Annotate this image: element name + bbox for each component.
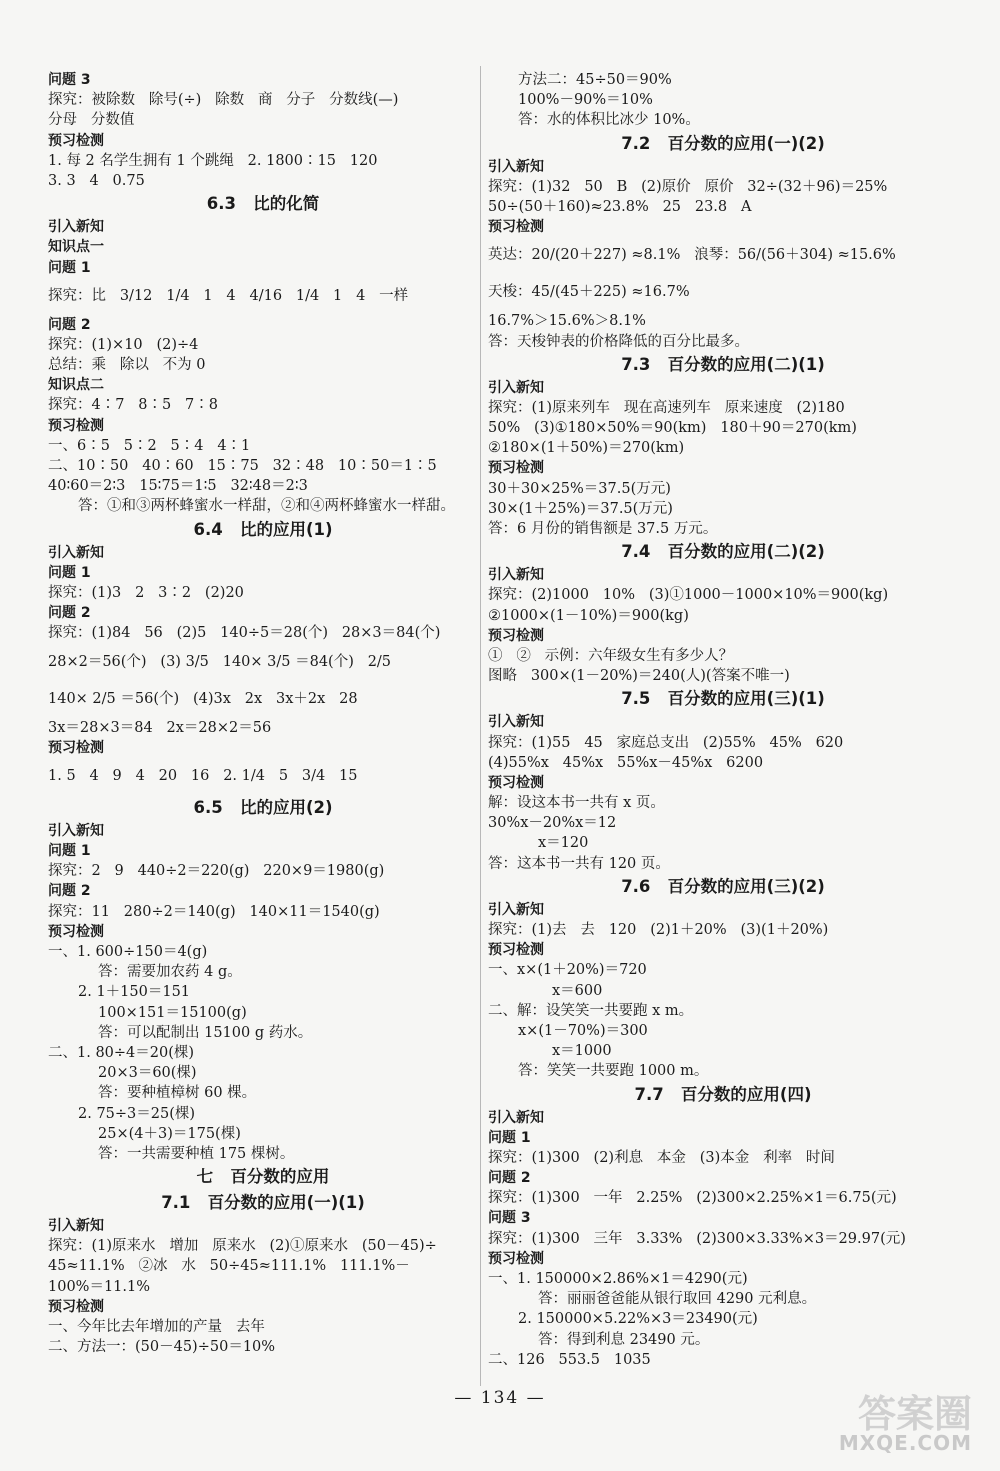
section-label: 问题 1 bbox=[48, 259, 91, 276]
answer-line: 解：设这本书一共有 x 页。 bbox=[488, 795, 665, 812]
section-label: 问题 1 bbox=[48, 564, 91, 581]
section-label: 预习检测 bbox=[488, 460, 544, 477]
answer-line: 探究：(1)55 45 家庭总支出 (2)55% 45% 620 bbox=[488, 734, 844, 751]
section-heading: 7.2 百分数的应用(一)(2) bbox=[621, 133, 825, 153]
answer-line: 1. 5 4 9 4 20 16 2. 1/4 5 3/4 15 bbox=[48, 767, 358, 784]
answer-line: 一、1. 600÷150＝4(g) bbox=[48, 944, 208, 960]
answer-line: 答：可以配制出 15100 g 药水。 bbox=[98, 1024, 313, 1041]
section-label: 问题 1 bbox=[488, 1129, 531, 1146]
page-number: — 134 — bbox=[454, 1388, 546, 1408]
answer-line: 答：①和③两杯蜂蜜水一样甜，②和④两杯蜂蜜水一样甜。 bbox=[78, 498, 455, 515]
answer-line: 二、1. 80÷4＝20(棵) bbox=[48, 1044, 195, 1061]
answer-line: 100×151＝15100(g) bbox=[98, 1004, 247, 1021]
section-label: 问题 2 bbox=[48, 605, 91, 622]
section-label: 预习检测 bbox=[48, 1298, 104, 1315]
answer-line: x＝1000 bbox=[552, 1043, 612, 1060]
section-label: 问题 1 bbox=[48, 843, 91, 860]
answer-line: 2. 150000×5.22%×3＝23490(元) bbox=[518, 1311, 758, 1328]
answer-line: ②1000×(1－10%)＝900(kg) bbox=[488, 607, 689, 624]
section-heading: 7.6 百分数的应用(三)(2) bbox=[621, 876, 825, 896]
answer-line: 一、6∶5 5∶2 5∶4 4∶1 bbox=[48, 437, 251, 454]
section-heading: 7.4 百分数的应用(二)(2) bbox=[621, 542, 825, 562]
answer-line: x＝120 bbox=[538, 835, 589, 852]
answer-line: 二、解：设笑笑一共要跑 x m。 bbox=[488, 1002, 694, 1019]
answer-line: 100%＝11.1% bbox=[48, 1278, 151, 1295]
section-label: 预习检测 bbox=[488, 219, 544, 236]
answer-line: 一、x×(1＋20%)＝720 bbox=[488, 962, 647, 979]
section-label: 知识点一 bbox=[48, 239, 104, 256]
answer-line: 30×(1＋25%)＝37.5(万元) bbox=[488, 500, 673, 517]
answer-line: 探究：(2)1000 10% (3)①1000－1000×10%＝900(kg) bbox=[488, 587, 889, 604]
section-heading: 7.3 百分数的应用(二)(1) bbox=[621, 354, 825, 374]
answer-line: 答：得到利息 23490 元。 bbox=[538, 1331, 710, 1348]
answer-line: 140× 2/5 ＝56(个) (4)3x 2x 3x＋2x 28 bbox=[48, 690, 358, 707]
section-heading: 七 百分数的应用 bbox=[196, 1167, 330, 1187]
section-label: 预习检测 bbox=[48, 132, 104, 149]
answer-line: 探究：(1)×10 (2)÷4 bbox=[48, 336, 199, 353]
answer-line: 答：水的体积比冰少 10%。 bbox=[518, 112, 700, 129]
section-label: 预习检测 bbox=[48, 923, 104, 940]
answer-line: 探究：比 3/12 1/4 1 4 4/16 1/4 1 4 一样 bbox=[48, 287, 409, 304]
watermark-site: MXQE.COM bbox=[838, 1431, 972, 1455]
section-heading: 7.7 百分数的应用(四) bbox=[634, 1084, 812, 1104]
answer-line: 30＋30×25%＝37.5(万元) bbox=[488, 480, 671, 497]
section-label: 预习检测 bbox=[488, 942, 544, 959]
section-label: 引入新知 bbox=[488, 901, 544, 918]
left-column bbox=[48, 70, 478, 1357]
section-label: 引入新知 bbox=[48, 544, 104, 561]
answer-line: (4)55%x 45%x 55%x－45%x 6200 bbox=[488, 754, 764, 771]
section-label: 知识点二 bbox=[48, 377, 104, 394]
answer-line: 探究：(1)300 (2)利息 本金 (3)本金 利率 时间 bbox=[488, 1149, 835, 1166]
section-label: 引入新知 bbox=[488, 567, 544, 584]
section-heading: 6.5 比的应用(2) bbox=[193, 797, 333, 817]
answer-line: 2. 1＋150＝151 bbox=[78, 984, 191, 1001]
answer-line: 二、10∶50 40∶60 15∶75 32∶48 10∶50＝1∶5 bbox=[48, 458, 437, 474]
answer-line: 探究：(1)84 56 (2)5 140÷5＝28(个) 28×3＝84(个) bbox=[48, 625, 441, 642]
answer-line: 答：这本书一共有 120 页。 bbox=[488, 855, 670, 872]
answer-line: 总结：乘 除以 不为 0 bbox=[48, 357, 206, 374]
answer-line: 方法二：45÷50＝90% bbox=[518, 72, 672, 88]
section-label: 预习检测 bbox=[48, 739, 104, 756]
answer-line: 答：6 月份的销售额是 37.5 万元。 bbox=[488, 521, 718, 537]
answer-line: 3x＝28×3＝84 2x＝28×2＝56 bbox=[48, 719, 272, 736]
answer-line: 答：需要加农药 4 g。 bbox=[98, 964, 242, 981]
section-label: 预习检测 bbox=[48, 417, 104, 434]
answer-line: 25×(4＋3)＝175(棵) bbox=[98, 1125, 241, 1142]
section-label: 引入新知 bbox=[488, 158, 544, 175]
answer-line: 1. 每 2 名学生拥有 1 个跳绳 2. 1800∶15 120 bbox=[48, 152, 378, 169]
section-heading: 7.5 百分数的应用(三)(1) bbox=[621, 689, 825, 709]
section-label: 预习检测 bbox=[488, 774, 544, 791]
right-column bbox=[488, 70, 958, 1370]
answer-line: 答：丽丽爸爸能从银行取回 4290 元利息。 bbox=[538, 1291, 817, 1308]
answer-line: 100%－90%＝10% bbox=[518, 92, 653, 109]
section-label: 引入新知 bbox=[48, 1218, 104, 1235]
section-label: 引入新知 bbox=[488, 714, 544, 731]
section-label: 引入新知 bbox=[488, 1109, 544, 1126]
answer-line: 探究：(1)300 三年 3.33% (2)300×3.33%×3＝29.97(元) bbox=[488, 1230, 906, 1247]
answer-line: 天梭：45/(45＋225) ≈16.7% bbox=[488, 284, 690, 301]
watermark-logo: 答案圈 bbox=[857, 1392, 972, 1436]
answer-line: x×(1－70%)＝300 bbox=[518, 1022, 648, 1039]
answer-line: 探究：2 9 440÷2＝220(g) 220×9＝1980(g) bbox=[48, 863, 385, 880]
section-label: 问题 3 bbox=[488, 1210, 531, 1227]
section-label: 引入新知 bbox=[48, 822, 104, 839]
answer-line: 50÷(50＋160)≈23.8% 25 23.8 A bbox=[488, 198, 752, 215]
answer-line: 分母 分数值 bbox=[48, 112, 135, 129]
answer-line: 二、方法一：(50－45)÷50＝10% bbox=[48, 1339, 276, 1356]
answer-line: ②180×(1＋50%)＝270(km) bbox=[488, 440, 685, 457]
answer-line: 答：笑笑一共要跑 1000 m。 bbox=[518, 1063, 709, 1080]
section-label: 预习检测 bbox=[488, 1250, 544, 1267]
answer-line: 一、1. 150000×2.86%×1＝4290(元) bbox=[488, 1271, 748, 1287]
answer-line: 图略 300×(1－20%)＝240(人)(答案不唯一) bbox=[488, 668, 790, 685]
answer-line: 探究：(1)原来列车 现在高速列车 原来速度 (2)180 bbox=[488, 399, 845, 416]
answer-line: 45≈11.1% ②冰 水 50÷45≈111.1% 111.1%－ bbox=[48, 1258, 410, 1275]
answer-line: 40∶60＝2∶3 15∶75＝1∶5 32∶48＝2∶3 bbox=[48, 478, 308, 495]
section-heading: 6.3 比的化简 bbox=[206, 194, 320, 214]
answer-line: 二、126 553.5 1035 bbox=[488, 1351, 651, 1368]
answer-line: 30%x－20%x＝12 bbox=[488, 815, 617, 832]
answer-line: 3. 3 4 0.75 bbox=[48, 172, 145, 189]
section-label: 问题 2 bbox=[48, 316, 91, 333]
section-label: 引入新知 bbox=[488, 379, 544, 396]
answer-line: 16.7%＞15.6%＞8.1% bbox=[488, 313, 646, 330]
column-divider bbox=[480, 66, 481, 1386]
answer-line: 探究：4∶7 8∶5 7∶8 bbox=[48, 397, 219, 414]
answer-line: 2. 75÷3＝25(棵) bbox=[78, 1105, 196, 1122]
answer-line: x＝600 bbox=[552, 982, 603, 999]
answer-line: 探究：被除数 除号(÷) 除数 商 分子 分数线(—) bbox=[48, 92, 399, 109]
answer-line: 探究：(1)32 50 B (2)原价 原价 32÷(32＋96)＝25% bbox=[488, 178, 888, 195]
watermark bbox=[838, 1383, 972, 1455]
section-label: 问题 3 bbox=[48, 72, 91, 88]
answer-line: 探究：(1)去 去 120 (2)1＋20% (3)(1＋20%) bbox=[488, 922, 829, 938]
section-label: 问题 2 bbox=[48, 883, 91, 900]
answer-line: 答：要种植樟树 60 棵。 bbox=[98, 1085, 257, 1102]
answer-line: 50% (3)①180×50%＝90(km) 180＋90＝270(km) bbox=[488, 420, 857, 437]
answer-line: 探究：(1)原来水 增加 原来水 (2)①原来水 (50－45)÷ bbox=[48, 1238, 437, 1255]
section-label: 引入新知 bbox=[48, 219, 104, 236]
section-label: 预习检测 bbox=[488, 627, 544, 644]
answer-line: 答：一共需要种植 175 棵树。 bbox=[98, 1145, 295, 1162]
answer-line: 探究：(1)300 一年 2.25% (2)300×2.25%×1＝6.75(元) bbox=[488, 1190, 897, 1207]
section-heading: 6.4 比的应用(1) bbox=[193, 519, 333, 539]
answer-line: 英达：20/(20＋227) ≈8.1% 浪琴：56/(56＋304) ≈15.6% bbox=[488, 247, 896, 264]
answer-line: 探究：11 280÷2＝140(g) 140×11＝1540(g) bbox=[48, 903, 380, 920]
answer-line: 28×2＝56(个) (3) 3/5 140× 3/5 ＝84(个) 2/5 bbox=[48, 653, 392, 670]
answer-line: 探究：(1)3 2 3∶2 (2)20 bbox=[48, 584, 244, 601]
answer-line: 一、今年比去年增加的产量 去年 bbox=[48, 1319, 265, 1335]
answer-line: ① ② 示例：六年级女生有多少人？ bbox=[488, 647, 734, 664]
answer-line: 20×3＝60(棵) bbox=[98, 1065, 197, 1082]
answer-line: 答：天梭钟表的价格降低的百分比最多。 bbox=[488, 333, 749, 350]
section-heading: 7.1 百分数的应用(一)(1) bbox=[161, 1193, 365, 1213]
section-label: 问题 2 bbox=[488, 1170, 531, 1187]
